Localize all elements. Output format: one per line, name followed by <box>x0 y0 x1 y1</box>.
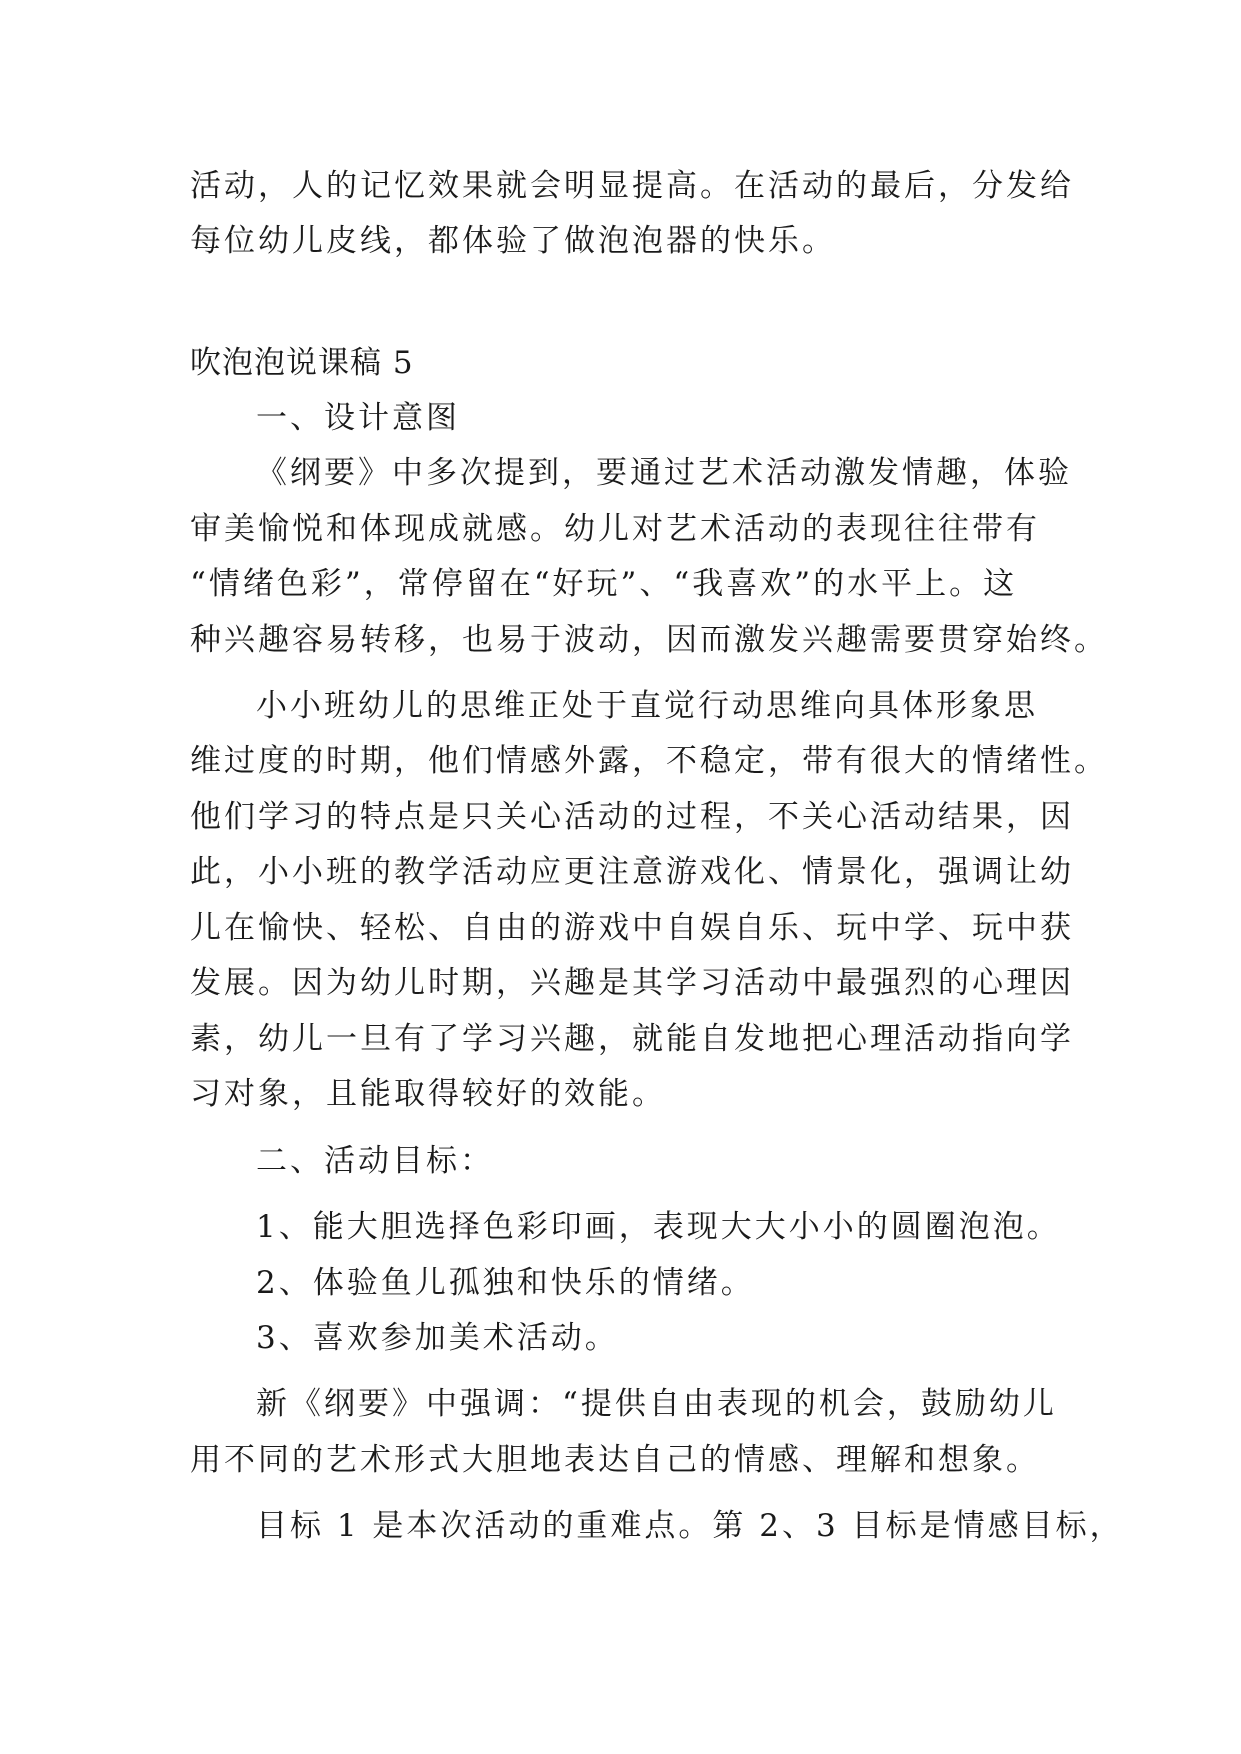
paragraph-line: 素，幼儿一旦有了学习兴趣，就能自发地把心理活动指向学 <box>190 1021 1074 1057</box>
paragraph-line: 审美愉悦和体现成就感。幼儿对艺术活动的表现往往带有 <box>190 511 1040 547</box>
text-line: 每位幼儿皮线，都体验了做泡泡器的快乐。 <box>190 223 836 259</box>
paragraph-line: 目标 1 是本次活动的重难点。第 2、3 目标是情感目标， <box>256 1508 1124 1544</box>
paragraph-line: 新《纲要》中强调：“提供自由表现的机会，鼓励幼儿 <box>256 1386 1057 1422</box>
list-item: 3、喜欢参加美术活动。 <box>256 1320 619 1356</box>
paragraph-line: 用不同的艺术形式大胆地表达自己的情感、理解和想象。 <box>190 1442 1040 1478</box>
paragraph-line: 他们学习的特点是只关心活动的过程，不关心活动结果，因 <box>190 799 1074 835</box>
section-heading: 一、设计意图 <box>256 400 460 436</box>
paragraph-line: 小小班幼儿的思维正处于直觉行动思维向具体形象思 <box>256 688 1038 724</box>
paragraph-line: 习对象，且能取得较好的效能。 <box>190 1076 666 1112</box>
paragraph-line: 维过度的时期，他们情感外露，不稳定，带有很大的情绪性。 <box>190 743 1108 779</box>
paragraph-line: 发展。因为幼儿时期，兴趣是其学习活动中最强烈的心理因 <box>190 965 1074 1001</box>
paragraph-line: 《纲要》中多次提到，要通过艺术活动激发情趣，体验 <box>256 455 1072 491</box>
paragraph-line: 儿在愉快、轻松、自由的游戏中自娱自乐、玩中学、玩中获 <box>190 910 1074 946</box>
paragraph-line: 此，小小班的教学活动应更注意游戏化、情景化，强调让幼 <box>190 854 1074 890</box>
paragraph-line: “情绪色彩”，常停留在“好玩”、“我喜欢”的水平上。这 <box>190 566 1018 602</box>
list-item: 1、能大胆选择色彩印画，表现大大小小的圆圈泡泡。 <box>256 1209 1061 1245</box>
section-heading: 二、活动目标： <box>256 1143 494 1179</box>
section-title: 吹泡泡说课稿 5 <box>190 345 414 381</box>
list-item: 2、体验鱼儿孤独和快乐的情绪。 <box>256 1265 755 1301</box>
text-line: 活动，人的记忆效果就会明显提高。在活动的最后，分发给 <box>190 168 1074 204</box>
paragraph-line: 种兴趣容易转移，也易于波动，因而激发兴趣需要贯穿始终。 <box>190 622 1108 658</box>
